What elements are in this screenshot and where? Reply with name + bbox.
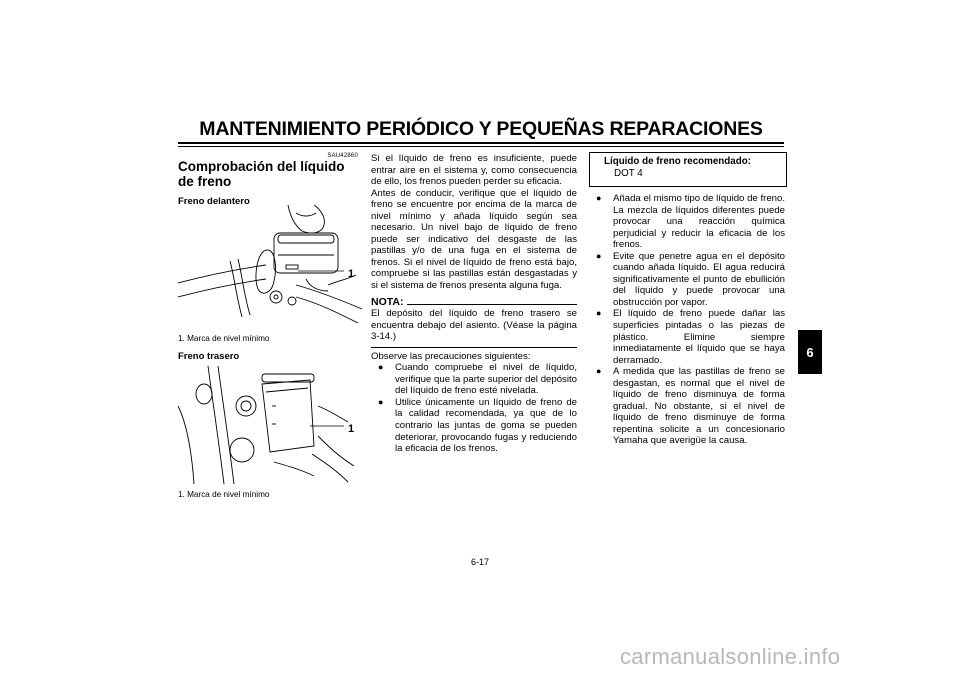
note-text: El depósito del líquido de freno trasero se encuentra debajo del asiento. (Véase la página 3-14.) [371, 308, 577, 343]
right-column [596, 193, 785, 447]
front-figure-caption: 1. Marca de nivel mínimo [178, 334, 270, 343]
recommended-fluid-value: DOT 4 [614, 168, 643, 179]
paragraph-check-level: Antes de conducir, verifique que el líquido de freno se encuentre por encima de la marca de nivel mínimo y añada líquido según sea necesario. Un nivel bajo de líquido de freno puede ser indicativo del desgaste de las pastillas y/o de una fuga en el sistema de frenos. Si el nivel de líquido de freno está bajo, compruebe si las pastillas están desgastadas y si el sistema de frenos presenta alguna fuga. [371, 187, 577, 292]
note-rule [407, 304, 577, 305]
page-header-title: MANTENIMIENTO PERIÓDICO Y PEQUEÑAS REPARACIONES [199, 118, 763, 140]
list-item: ● El líquido de freno puede dañar las superficies pintadas o las piezas de plástico. Elimine siempre inmediatamente el líquido que se haya derramado. [596, 308, 785, 366]
note-bottom-rule [371, 347, 577, 348]
note-label: NOTA: [371, 295, 404, 308]
middle-column [371, 153, 577, 455]
list-item: ● Utilice únicamente un líquido de freno de la calidad recomendada, ya que de lo contrario las juntas de goma se pueden deteriorar, provocando fugas y reduciendo la eficacia de los frenos. [378, 397, 577, 455]
rear-brake-reservoir-illustration [178, 366, 362, 484]
list-item: ● A medida que las pastillas de freno se desgastan, es normal que el nivel de líquido de freno disminuya de forma gradual. No obstante, si el nivel de líquido de freno disminuye de forma repentina solicite a un concesionario Yamaha que averigüe la causa. [596, 366, 785, 447]
section-code: SAU42860 [327, 153, 358, 159]
precautions-intro: Observe las precauciones siguientes: [371, 350, 531, 362]
chapter-tab[interactable]: 6 [798, 330, 822, 374]
rear-brake-heading: Freno trasero [178, 351, 240, 362]
rear-callout-number: 1 [348, 423, 355, 435]
recommended-fluid-title: Líquido de freno recomendado: [604, 156, 751, 167]
recommended-fluid-box [589, 152, 787, 187]
page-number: 6-17 [470, 557, 489, 567]
front-brake-heading: Freno delantero [178, 196, 250, 207]
front-brake-reservoir-illustration [178, 205, 362, 329]
section-heading: Comprobación del líquido de freno [178, 159, 345, 189]
list-item: ● Añada el mismo tipo de líquido de freno. La mezcla de líquidos diferentes puede provocar una reacción química perjudicial y reducir la eficacia de los frenos. [596, 193, 785, 251]
note-header [371, 297, 577, 309]
rear-figure-caption: 1. Marca de nivel mínimo [178, 490, 270, 499]
paragraph-insufficient-fluid: Si el líquido de freno es insuficiente, puede entrar aire en el sistema y, como consecuencia de ello, los frenos pueden perder su eficacia. [371, 153, 577, 188]
precautions-list [371, 362, 577, 454]
watermark: carmanualsonline.info [620, 644, 841, 669]
front-callout-number: 1 [348, 268, 355, 280]
header-rule-thick [178, 142, 784, 144]
list-item: ● Cuando compruebe el nivel de líquido, verifique que la parte superior del depósito del líquido de freno esté nivelada. [378, 362, 577, 397]
header-rule-thin [178, 146, 784, 147]
list-item: ● Evite que penetre agua en el depósito cuando añada líquido. El agua reducirá significativamente el punto de ebullición del líquido y puede provocar una obstrucción por vapor. [596, 251, 785, 309]
